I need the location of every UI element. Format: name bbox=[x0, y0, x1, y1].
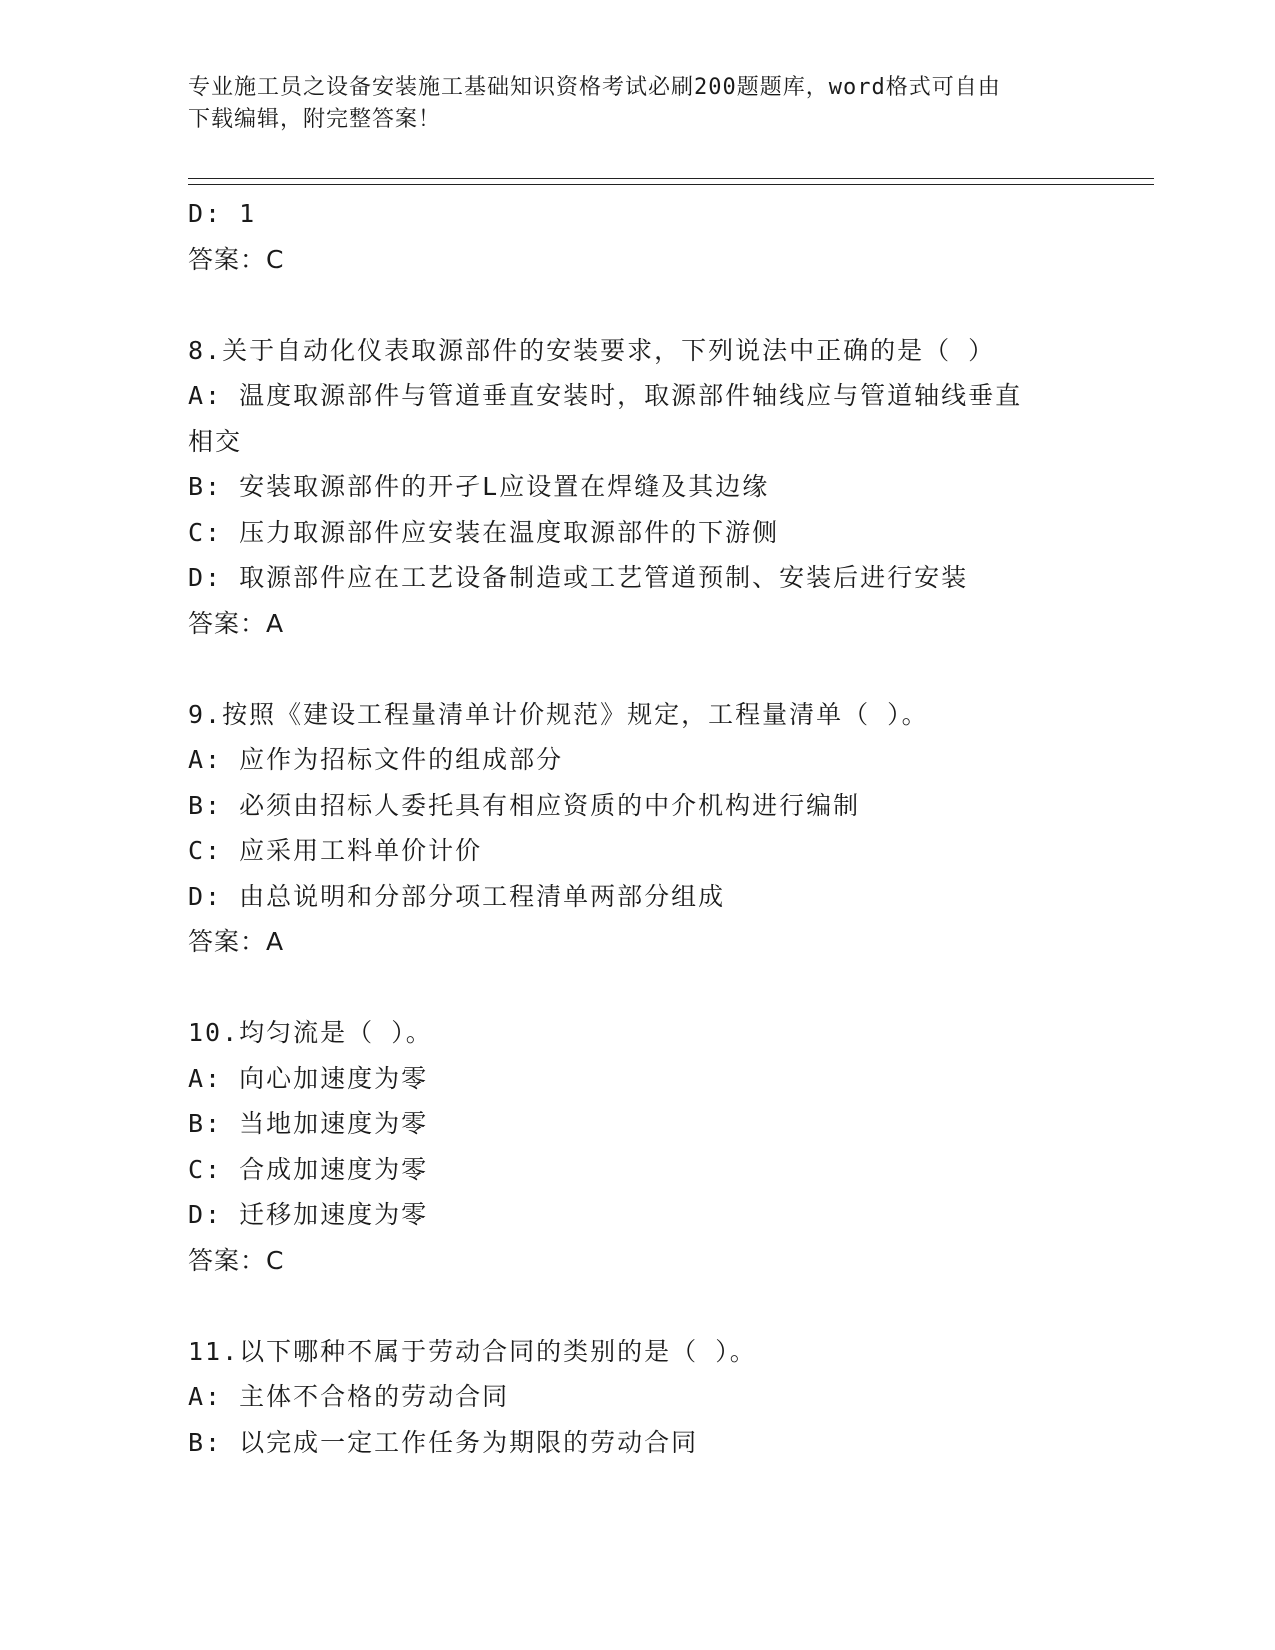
answer: 答案：A bbox=[188, 608, 285, 638]
option-d: D: 1 bbox=[188, 199, 257, 228]
option-a-continued: 相交 bbox=[188, 426, 243, 456]
answer: 答案：A bbox=[188, 927, 285, 956]
question-8 bbox=[188, 328, 1148, 647]
option-a: A: 应作为招标文件的组成部分 bbox=[188, 745, 564, 774]
option-b: B: 以完成一定工作任务为期限的劳动合同 bbox=[188, 1427, 699, 1457]
answer: 答案：C bbox=[188, 244, 285, 274]
question-stem: 11.以下哪种不属于劳动合同的类别的是（ ）。 bbox=[188, 1336, 757, 1366]
header-title-line-2: 下载编辑，附完整答案！ bbox=[188, 107, 442, 132]
question-10 bbox=[188, 1010, 1148, 1283]
spacer bbox=[188, 646, 1148, 692]
option-a: A: 主体不合格的劳动合同 bbox=[188, 1382, 510, 1411]
option-b: B: 当地加速度为零 bbox=[188, 1109, 429, 1138]
option-a: A: 温度取源部件与管道垂直安装时，取源部件轴线应与管道轴线垂直 bbox=[188, 381, 1023, 410]
question-list bbox=[188, 191, 1148, 1465]
option-d: D: 迁移加速度为零 bbox=[188, 1200, 429, 1229]
answer: 答案：C bbox=[188, 1245, 285, 1275]
question-stem: 10.均匀流是（ ）。 bbox=[188, 1018, 433, 1047]
option-d: D: 取源部件应在工艺设备制造或工艺管道预制、安装后进行安装 bbox=[188, 563, 969, 592]
question-stem: 8.关于自动化仪表取源部件的安装要求，下列说法中正确的是（ ） bbox=[188, 335, 996, 365]
option-c: C: 合成加速度为零 bbox=[188, 1154, 429, 1184]
option-c: C: 压力取源部件应安装在温度取源部件的下游侧 bbox=[188, 517, 780, 547]
option-b: B: 安装取源部件的开孑L应设置在焊缝及其边缘 bbox=[188, 472, 770, 501]
option-c: C: 应采用工料单价计价 bbox=[188, 836, 483, 865]
question-prev bbox=[188, 191, 1148, 282]
question-11 bbox=[188, 1329, 1148, 1466]
question-stem: 9.按照《建设工程量清单计价规范》规定，工程量清单（ ）。 bbox=[188, 699, 929, 729]
page-header bbox=[188, 72, 1088, 136]
header-divider bbox=[188, 178, 1154, 185]
option-d: D: 由总说明和分部分项工程清单两部分组成 bbox=[188, 881, 726, 911]
option-b: B: 必须由招标人委托具有相应资质的中介机构进行编制 bbox=[188, 790, 861, 820]
spacer bbox=[188, 1283, 1148, 1329]
header-title-line-1: 专业施工员之设备安装施工基础知识资格考试必刷200题题库，word格式可自由 bbox=[188, 75, 1001, 100]
question-9 bbox=[188, 692, 1148, 965]
option-a: A: 向心加速度为零 bbox=[188, 1063, 429, 1093]
spacer bbox=[188, 282, 1148, 328]
spacer bbox=[188, 965, 1148, 1011]
